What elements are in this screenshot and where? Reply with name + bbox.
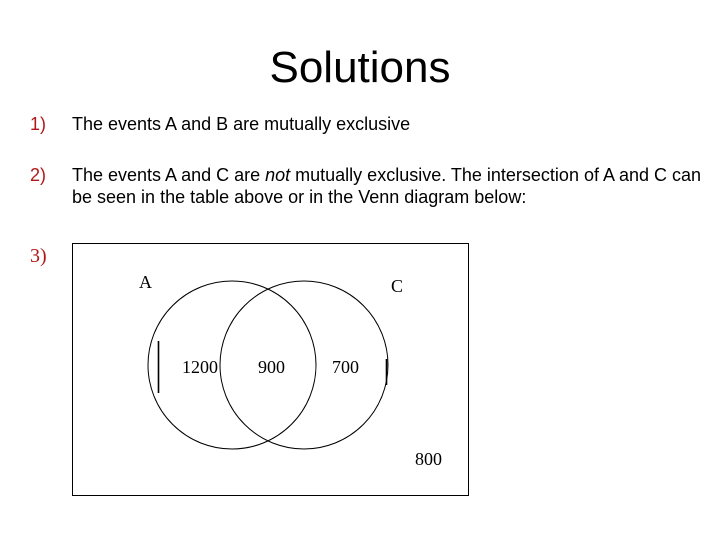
list-number-1: 1): [30, 114, 47, 134]
venn-value-only-a: 1200: [182, 357, 218, 377]
venn-label-c: C: [391, 276, 404, 296]
venn-value-only-c: 700: [332, 357, 359, 377]
list-text-2-start: The events A and C are: [72, 165, 266, 185]
list-number-2: 2): [30, 165, 47, 185]
venn-circle-c: [220, 281, 388, 449]
list-text-1: The events A and B are mutually exclusive: [72, 114, 411, 134]
venn-diagram: [72, 243, 469, 496]
venn-value-outside: 800: [415, 449, 442, 469]
venn-circle-a: [148, 281, 316, 449]
list-text-2-emphasis: not: [265, 165, 291, 185]
list-text-2: [72, 164, 712, 208]
slide-title: Solutions: [269, 43, 451, 92]
venn-diagram-svg: [72, 243, 469, 496]
venn-label-a: A: [139, 272, 152, 292]
list-text-2-end: mutually exclusive. The intersection of A and C can be seen in the table above or in the Venn diagram below:: [72, 165, 702, 207]
list-number-3: 3): [30, 245, 47, 267]
venn-value-intersection: 900: [258, 357, 285, 377]
